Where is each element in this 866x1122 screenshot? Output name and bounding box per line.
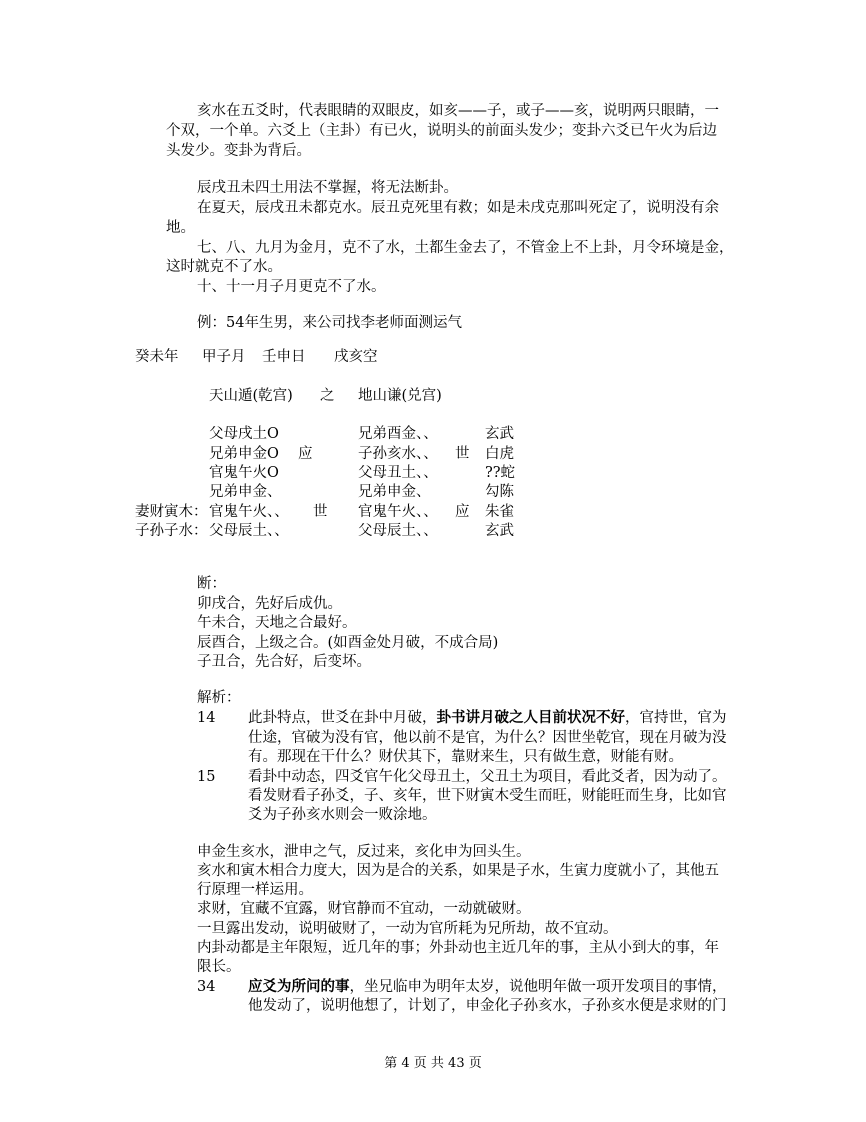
six-god: 玄武	[485, 426, 514, 442]
change-yao: 兄弟酉金、、	[358, 426, 438, 442]
main-gua-name: 天山遁(乾宫)	[209, 388, 293, 404]
item14-text-a: 此卦特点，世爻在卦中月破，	[248, 710, 437, 726]
main-yao: 兄弟申金O	[209, 446, 279, 462]
para3-line2: 亥水和寅木相合力度大，因为是合的关系，如果是子水，生寅力度就小了，其他五	[197, 863, 719, 879]
six-god: 朱雀	[485, 504, 514, 520]
item14-line1	[248, 708, 727, 728]
item34-line2: 他发动了，说明他想了，计划了，申金化子孙亥水，子孙亥水便是求财的门	[248, 998, 727, 1014]
ying-mark: 应	[298, 446, 313, 462]
date-year: 癸未年	[135, 349, 179, 365]
item14-bold-text: 卦书讲月破之人目前状况不好	[436, 709, 625, 726]
main-yao: 父母戌土O	[209, 426, 279, 442]
item34-text: ，坐兄临申为明年太岁，说他明年做一项开发项目的事情，	[349, 979, 727, 995]
change-yao: 父母丑土、、	[358, 465, 438, 481]
example-title: 例：54年生男，来公司找李老师面测运气	[197, 315, 462, 331]
main-yao: 兄弟申金、	[209, 484, 282, 500]
change-yao: 父母辰土、、	[358, 523, 438, 539]
item15-line3: 爻为子孙亥水则会一败涂地。	[248, 807, 437, 823]
main-yao: 父母辰土、、	[209, 523, 289, 539]
item14-line3: 有。那现在干什么？财伏其下，靠财来生，只有做生意，财能有财。	[248, 749, 683, 765]
para1-line1: 亥水在五爻时，代表眼睛的双眼皮，如亥——子，或子——亥，说明两只眼睛，一	[197, 103, 719, 119]
shi-mark: 世	[455, 446, 470, 462]
hidden-yao: 妻财寅木：	[135, 504, 208, 520]
main-yao: 官鬼午火、、	[209, 504, 289, 520]
item14-line2: 仕途，官破为没有官，他以前不是官，为什么？因世坐乾官，现在月破为没	[248, 730, 727, 746]
main-yao: 官鬼午火O	[209, 465, 279, 481]
para2-line2: 在夏天，辰戌丑未都克水。辰丑克死里有救；如是未戌克那叫死定了，说明没有余	[197, 200, 719, 216]
six-god: 勾陈	[485, 484, 514, 500]
change-yao: 子孙亥水、、	[358, 446, 438, 462]
void-branches: 戌亥空	[334, 349, 378, 365]
item34-bold-text: 应爻为所问的事	[248, 978, 350, 995]
hidden-yao: 子孙子水：	[135, 523, 208, 539]
change-gua-name: 地山谦(兑宫)	[358, 388, 442, 404]
para2-line4: 七、八、九月为金月，克不了水，土都生金去了，不管金上不上卦，月令环境是金，	[197, 240, 734, 256]
shi-mark: 世	[313, 504, 328, 520]
para3-line3: 行原理一样运用。	[197, 882, 313, 898]
item15-line1: 看卦中动态，四爻官午化父母丑土，父丑土为项目，看此爻者，因为动了。	[248, 769, 727, 785]
date-day: 壬申日	[262, 349, 306, 365]
para3-line5: 一旦露出发动，说明破财了，一动为官所耗为兄所劫，故不宜动。	[197, 921, 618, 937]
duan-label: 断：	[197, 576, 226, 592]
para2-line6: 十、十一月子月更克不了水。	[197, 279, 386, 295]
item34-line1	[248, 977, 727, 997]
change-yao: 官鬼午火、、	[358, 504, 438, 520]
item-number: 14	[197, 710, 216, 726]
jiexi-label: 解析：	[197, 690, 241, 706]
zhi-connector: 之	[320, 388, 335, 404]
duan-line4: 子丑合，先合好，后变坏。	[197, 654, 371, 670]
date-month: 甲子月	[202, 349, 246, 365]
para3-line4: 求财，宜藏不宜露，财官静而不宜动，一动就破财。	[197, 901, 531, 917]
page-footer: 第 4 页 共 43 页	[384, 1056, 482, 1071]
six-god: 白虎	[485, 446, 514, 462]
item-number: 34	[197, 979, 216, 995]
item14-text-c: ，官持世，官为	[625, 710, 727, 726]
six-god: ??蛇	[485, 465, 516, 481]
duan-line2: 午未合，天地之合最好。	[197, 615, 357, 631]
para1-line3: 头发少。变卦为背后。	[166, 143, 311, 159]
six-god: 玄武	[485, 523, 514, 539]
para2-line3: 地。	[166, 220, 195, 236]
para2-line5: 这时就克不了水。	[166, 259, 282, 275]
para3-line1: 申金生亥水，泄申之气，反过来，亥化申为回头生。	[197, 844, 531, 860]
duan-line1: 卯戌合，先好后成仇。	[197, 596, 342, 612]
item15-line2: 看发财看子孙爻，子、亥年，世下财寅木受生而旺，财能旺而生身，比如官	[248, 788, 727, 804]
para2-line1: 辰戌丑未四土用法不掌握，将无法断卦。	[197, 180, 458, 196]
item-number: 15	[197, 769, 216, 785]
para3-line6: 内卦动都是主年限短，近几年的事；外卦动也主近几年的事，主从小到大的事，年	[197, 940, 719, 956]
para1-line2: 个双，一个单。六爻上（主卦）有已火，说明头的前面头发少；变卦六爻已午火为后边	[166, 123, 717, 139]
para3-line7: 限长。	[197, 959, 241, 975]
duan-line3: 辰酉合，上级之合。(如酉金处月破，不成合局)	[197, 635, 499, 651]
ying-mark: 应	[455, 504, 470, 520]
change-yao: 兄弟申金、	[358, 484, 431, 500]
